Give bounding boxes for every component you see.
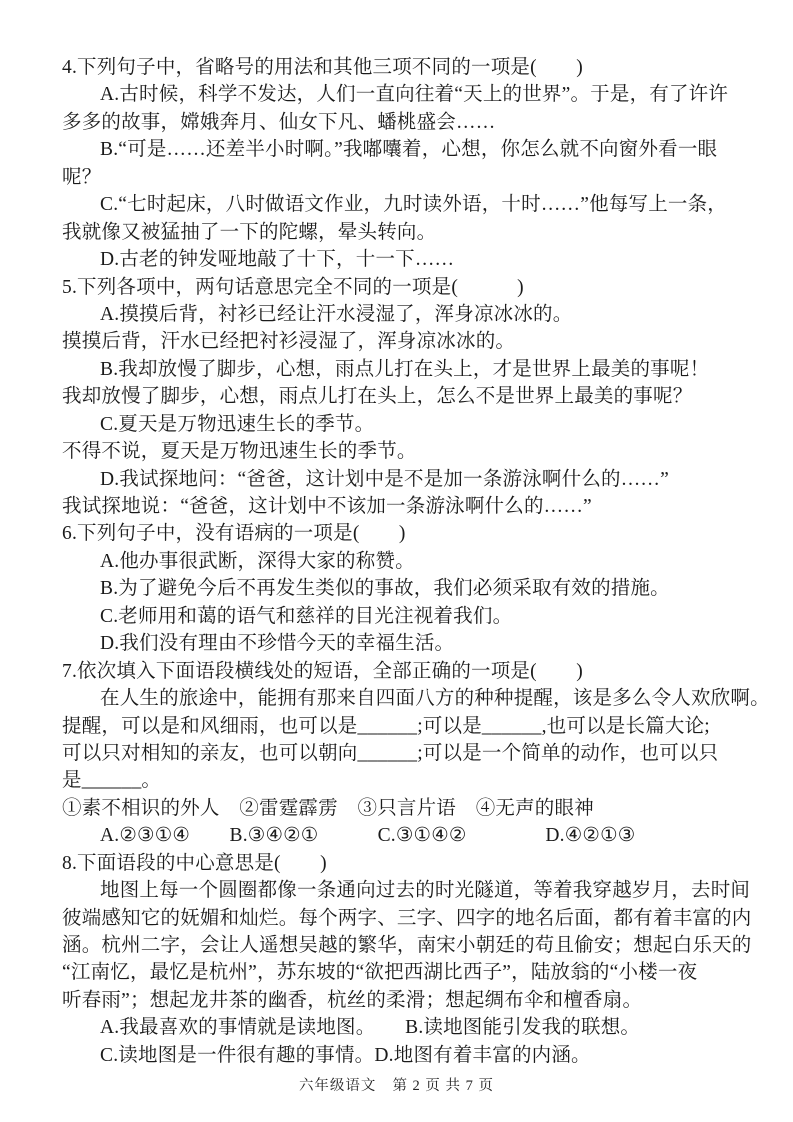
page-footer bbox=[0, 1074, 793, 1095]
text-line: C.读地图是一件很有趣的事情。D.地图有着丰富的内涵。 bbox=[100, 1044, 591, 1066]
text-line: 彼端感知它的妩媚和灿烂。每个两字、三字、四字的地名后面，都有着丰富的内 bbox=[62, 907, 752, 929]
text-line: 涵。杭州二字，会让人遥想吴越的繁华，南宋小朝廷的苟且偷安；想起白乐天的 bbox=[62, 935, 752, 956]
question-7 bbox=[62, 658, 770, 850]
text-line: 在人生的旅途中，能拥有那来自四面八方的种种提醒，该是多么令人欢欣啊。 bbox=[100, 688, 770, 710]
text-line: ①素不相识的外人 ②雷霆霹雳 ③只言片语 ④无声的眼神 bbox=[62, 797, 594, 819]
text-line: 6.下列句子中，没有语病的一项是( ) bbox=[62, 523, 406, 545]
text-line: A.②③①④ B.③④②① C.③①④② D.④②①③ bbox=[100, 825, 636, 847]
text-line: B.为了避免今后不再发生类似的事故，我们必须采取有效的措施。 bbox=[100, 578, 670, 600]
text-line: C.夏天是万物迅速生长的季节。 bbox=[100, 413, 375, 435]
footer-course-label: 六年级语文 bbox=[298, 1078, 377, 1094]
text-line: 我试探地说：“爸爸，这计划中不该加一条游泳啊什么的……” bbox=[62, 496, 592, 517]
question-6 bbox=[62, 520, 752, 657]
text-line: 摸摸后背，汗水已经把衬衫浸湿了，浑身凉冰冰的。 bbox=[62, 331, 516, 353]
text-line: B.我却放慢了脚步，心想，雨点儿打在头上，才是世界上最美的事呢！ bbox=[100, 358, 710, 380]
text-line: 呢？ bbox=[62, 166, 102, 188]
text-line: 我就像又被猛抽了一下的陀螺，晕头转向。 bbox=[62, 221, 437, 243]
text-line: 地图上每一个圆圈都像一条通向过去的时光隧道，等着我穿越岁月，去时间 bbox=[100, 880, 751, 902]
text-line: “江南忆，最忆是杭州”，苏东坡的“欲把西湖比西子”，陆放翁的“小楼一夜 bbox=[62, 962, 698, 984]
text-line: 不得不说，夏天是万物迅速生长的季节。 bbox=[62, 441, 417, 463]
text-line: A.摸摸后背，衬衫已经让汗水浸湿了，浑身凉冰冰的。 bbox=[100, 303, 573, 325]
questions-area bbox=[62, 54, 770, 1069]
text-line: A.古时候，科学不发达，人们一直向往着“天上的世界”。于是，有了许许 bbox=[100, 84, 729, 106]
text-line: B.“可是……还差半小时啊。”我嘟囔着，心想，你怎么就不向窗外看一眼 bbox=[100, 139, 718, 161]
text-line: C.老师用和蔼的语气和慈祥的目光注视着我们。 bbox=[100, 605, 513, 627]
text-line: 提醒，可以是和风细雨，也可以是______;可以是______,也可以是长篇大论; bbox=[62, 715, 710, 737]
text-line: 是______。 bbox=[62, 770, 162, 792]
text-line: 8.下面语段的中心意思是( ) bbox=[62, 852, 327, 874]
footer-page-number: 第 2 页 共 7 页 bbox=[392, 1078, 495, 1094]
text-line: D.我们没有理由不珍惜今天的幸福生活。 bbox=[100, 633, 455, 655]
text-line: 5.下列各项中，两句话意思完全不同的一项是( ) bbox=[62, 276, 524, 298]
text-line: 4.下列句子中，省略号的用法和其他三项不同的一项是( ) bbox=[62, 57, 583, 78]
text-line: 我却放慢了脚步，心想，雨点儿打在头上，怎么不是世界上最美的事呢？ bbox=[62, 386, 693, 408]
text-line: 7.依次填入下面语段横线处的短语，全部正确的一项是( ) bbox=[62, 660, 583, 682]
text-line: A.他办事很武断，深得大家的称赞。 bbox=[100, 550, 415, 572]
text-line: C.“七时起床，八时做语文作业，九时读外语，十时……”他每写上一条， bbox=[100, 194, 727, 216]
text-line: A.我最喜欢的事情就是读地图。 B.读地图能引发我的联想。 bbox=[100, 1017, 641, 1039]
text-line: 多多的故事，嫦娥奔月、仙女下凡、蟠桃盛会…… bbox=[62, 111, 496, 133]
text-line: 听春雨”；想起龙井茶的幽香，杭丝的柔滑；想起绸布伞和檀香扇。 bbox=[62, 989, 643, 1011]
question-5 bbox=[62, 274, 752, 521]
question-4 bbox=[62, 54, 752, 274]
text-line: 可以只对相知的亲友，也可以朝向______;可以是一个简单的动作，也可以只 bbox=[62, 742, 719, 764]
text-line: D.我试探地问：“爸爸，这计划中是不是加一条游泳啊什么的……” bbox=[100, 468, 669, 490]
question-8 bbox=[62, 850, 752, 1070]
text-line: D.古老的钟发哑地敲了十下，十一下…… bbox=[100, 249, 455, 271]
